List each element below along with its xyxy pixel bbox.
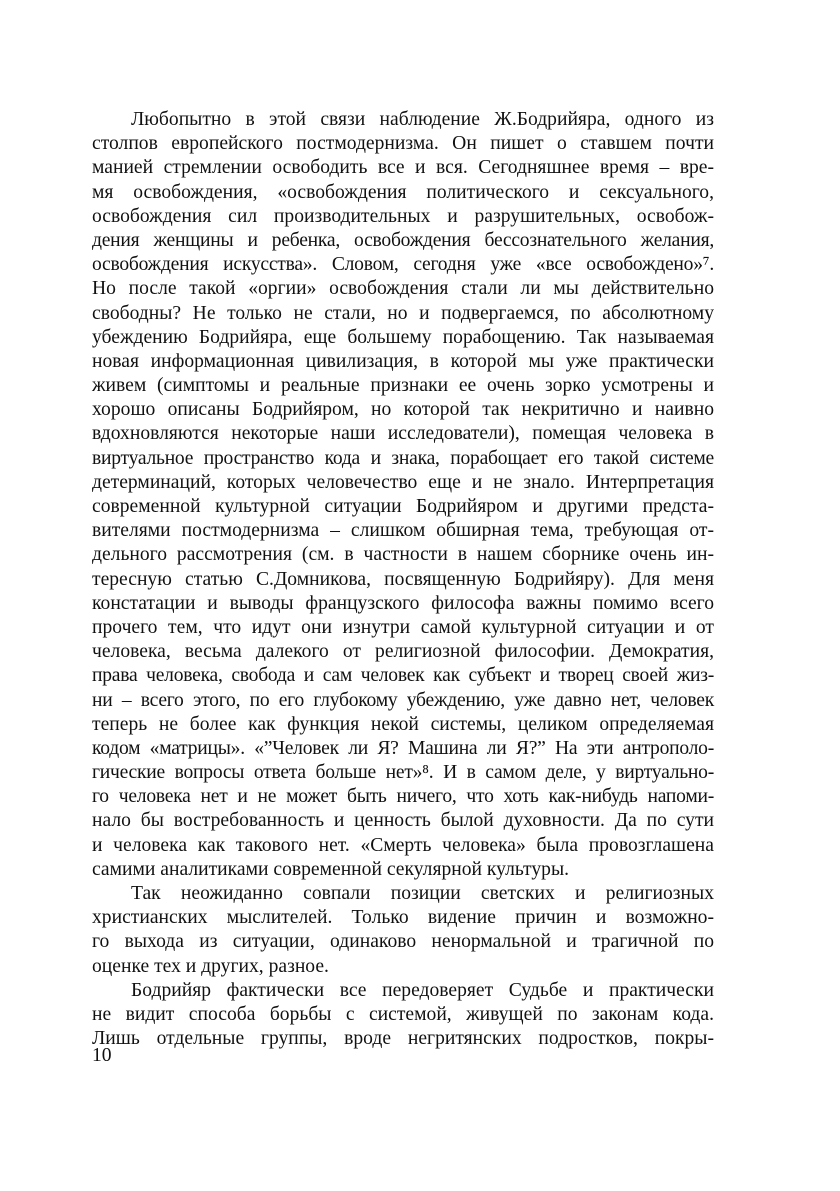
text-line-9: свободны? Не только не стали, но и подвергаемся, по абсолютному: [92, 302, 714, 324]
text-line-37: Бодрийяр фактически все передоверяет Судьбе и практически: [131, 979, 714, 1001]
text-line-39: Лишь отдельные группы, вроде негритянских подростков, покры-: [92, 1028, 714, 1050]
text-line-7: освобождения искусства». Словом, сегодня уже «все освобождено»⁷.: [92, 254, 714, 276]
text-line-13: хорошо описаны Бодрийяром, но которой так некритично и наивно: [92, 399, 714, 421]
text-line-15: виртуальное пространство кода и знака, порабощает его такой системе: [92, 447, 714, 469]
text-line-10: убеждению Бодрийяра, еще большему порабощению. Так называемая: [92, 326, 714, 348]
text-line-5: освобождения сил производительных и разрушительных, освобож-: [92, 205, 714, 227]
text-line-31: и человека как такового нет. «Смерть человека» была провозглашена: [92, 834, 714, 856]
text-line-33: Так неожиданно совпали позиции светских и религиозных: [131, 883, 714, 904]
text-line-22: прочего тем, что идут они изнутри самой культурной ситуации и от: [92, 616, 714, 638]
page-number: 10: [92, 1045, 112, 1066]
text-line-26: теперь не более как функция некой системы, целиком определяемая: [92, 713, 714, 735]
text-line-32: самими аналитиками современной секулярной культуры.: [92, 858, 570, 880]
text-line-24: права человека, свобода и сам человек как субъект и творец своей жиз-: [92, 665, 714, 687]
text-line-21: констатации и выводы французского философа важны помимо всего: [92, 592, 714, 614]
text-line-12: живем (симптомы и реальные признаки ее очень зорко усмотрены и: [92, 375, 714, 397]
text-line-11: новая информационная цивилизация, в которой мы уже практически: [92, 350, 714, 372]
body-text: [92, 108, 714, 1051]
text-line-30: нало бы востребованность и ценность былой духовности. Да по сути: [92, 810, 714, 832]
text-line-27: кодом «матрицы». «”Человек ли Я? Машина ли Я?” На эти антрополо-: [92, 737, 714, 759]
text-line-35: го выхода из ситуации, одинаково ненормальной и трагичной по: [92, 931, 714, 953]
text-line-29: го человека нет и не может быть ничего, что хоть как-нибудь напоми-: [92, 786, 714, 808]
text-line-2: столпов европейского постмодернизма. Он пишет о ставшем почти: [92, 133, 714, 155]
text-line-14: вдохновляются некоторые наши исследователи), помещая человека в: [92, 423, 714, 445]
text-line-6: дения женщины и ребенка, освобождения бессознательного желания,: [92, 229, 714, 251]
text-line-25: ни – всего этого, по его глубокому убеждению, уже давно нет, человек: [92, 689, 714, 711]
text-line-38: не видит способа борьбы с системой, живущей по законам кода.: [92, 1003, 714, 1025]
text-line-18: вителями постмодернизма – слишком обширная тема, требующая от-: [92, 520, 714, 542]
text-line-28: гические вопросы ответа больше нет»⁸. И в самом деле, у виртуально-: [92, 762, 714, 784]
text-line-17: современной культурной ситуации Бодрийяром и другими предста-: [92, 496, 714, 517]
text-line-3: манией стремлении освободить все и вся. Сегодняшнее время – вре-: [92, 157, 714, 179]
text-line-1: Любопытно в этой связи наблюдение Ж.Бодрийяра, одного из: [131, 109, 714, 130]
text-line-34: христианских мыслителей. Только видение причин и возможно-: [92, 907, 714, 929]
text-line-20: тересную статью С.Домникова, посвященную Бодрийяру). Для меня: [92, 568, 714, 590]
text-line-8: Но после такой «оргии» освобождения стали ли мы действительно: [92, 278, 714, 300]
text-line-16: детерминаций, которых человечество еще и не знало. Интерпретация: [92, 471, 714, 493]
text-line-4: мя освобождения, «освобождения политического и сексуального,: [92, 181, 714, 203]
text-line-23: человека, весьма далекого от религиозной философии. Демократия,: [92, 641, 714, 663]
text-line-36: оценке тех и других, разное.: [92, 955, 329, 977]
text-line-19: дельного рассмотрения (см. в частности в нашем сборнике очень ин-: [92, 544, 714, 566]
